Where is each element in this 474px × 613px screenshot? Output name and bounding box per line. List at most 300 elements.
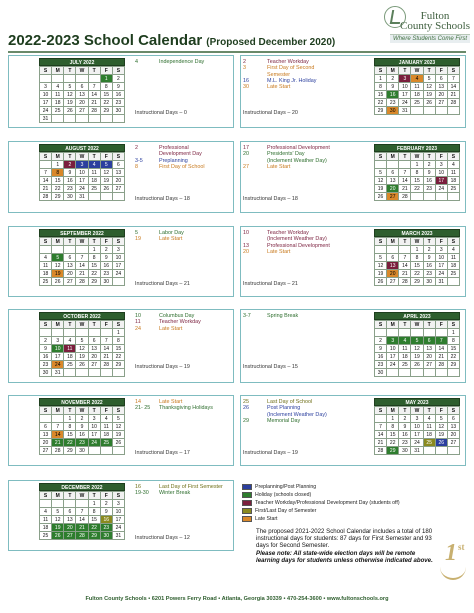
event-text: Development Day [159,151,202,158]
day-header: S [375,321,387,329]
calendar-day: 31 [399,107,411,115]
calendar-day: 5 [375,169,387,177]
event-date: 3-5 [135,157,143,164]
calendar-day: 29 [101,107,113,115]
calendar-day: 11 [64,345,76,353]
calendar-day: 5 [113,415,125,423]
day-header: T [64,67,76,75]
calendar-day [387,246,399,254]
event-list [135,484,223,497]
calendar-grid [374,66,460,115]
calendar-day [387,369,399,377]
calendar-day: 14 [448,83,460,91]
calendar-day: 6 [76,83,88,91]
calendar-day [101,329,113,337]
calendar-day: 14 [375,431,387,439]
calendar-day: 8 [411,169,423,177]
calendar-day: 3 [387,337,399,345]
day-header: W [76,67,88,75]
calendar-day: 15 [52,177,64,185]
day-header: S [40,238,52,246]
day-header: F [436,67,448,75]
calendar-day: 31 [411,447,423,455]
calendar-day: 19 [76,353,88,361]
event-text: Independence Day [159,59,205,65]
calendar-day: 20 [76,99,88,107]
event-date: 2 [135,145,138,151]
calendar-day: 6 [436,75,448,83]
day-header: M [52,153,64,161]
event-item [135,490,223,496]
calendar-day: 24 [113,524,125,532]
event-date: 29 [243,417,249,424]
day-header: M [52,407,64,415]
calendar-day [40,161,52,169]
mini-calendar [374,229,460,286]
calendar-day: 18 [424,431,436,439]
day-header: S [113,238,125,246]
calendar-day: 26 [76,361,88,369]
calendar-day: 5 [52,508,64,516]
calendar-day: 1 [101,75,113,83]
event-item [135,59,204,65]
calendar-day: 10 [113,508,125,516]
calendar-day: 16 [424,177,436,185]
calendar-day: 24 [436,185,448,193]
event-text: Professional [159,145,189,151]
day-header: M [387,321,399,329]
calendar-day: 17 [411,431,423,439]
calendar-day [399,329,411,337]
calendar-day: 25 [40,532,52,540]
calendar-day: 27 [436,99,448,107]
day-header: T [424,407,436,415]
calendar-day: 13 [436,83,448,91]
calendar-day: 24 [399,99,411,107]
calendar-day: 15 [113,345,125,353]
legend-swatch [242,492,252,498]
calendar-day: 14 [52,431,64,439]
legend [242,483,466,523]
calendar-day: 13 [76,91,88,99]
legend-label: Preplanning/Post Planning [255,484,317,490]
calendar-day: 22 [64,439,76,447]
calendar-day: 3 [399,75,411,83]
calendar-day [436,329,448,337]
day-header: T [89,153,101,161]
event-text: Late Start [159,399,183,405]
event-item [135,326,201,332]
calendar-day: 21 [101,353,113,361]
calendar-day: 11 [448,169,460,177]
calendar-day: 18 [411,91,423,99]
calendar-day: 21 [76,524,88,532]
calendar-day [424,329,436,337]
logo-line1: Fulton [420,10,450,22]
day-header: F [101,67,113,75]
month-name: AUGUST 2022 [39,144,125,152]
calendar-day: 27 [76,107,88,115]
calendar-day: 29 [89,278,101,286]
event-date: 8 [135,163,138,170]
calendar-day [52,115,64,123]
legend-item [242,491,466,499]
calendar-day: 29 [411,278,423,286]
calendar-day: 30 [113,107,125,115]
day-header: F [436,153,448,161]
legend-item [242,483,466,491]
calendar-day: 24 [89,439,101,447]
calendar-day: 4 [40,254,52,262]
calendar-day: 16 [64,177,76,185]
calendar-day: 2 [101,246,113,254]
calendar-day: 19 [52,270,64,278]
calendar-grid [39,491,125,540]
event-date: 11 [135,319,141,326]
event-item [243,418,327,424]
mini-calendar [39,483,125,540]
calendar-day: 14 [76,262,88,270]
event-text: (Inclement Weather Day) [267,236,327,243]
calendar-day: 20 [89,353,101,361]
calendar-day: 10 [436,254,448,262]
calendar-day: 6 [113,161,125,169]
calendar-day: 11 [40,516,52,524]
calendar-day: 8 [411,254,423,262]
calendar-day: 14 [40,177,52,185]
event-text: Last Day of School [267,399,313,405]
calendar-day: 14 [399,262,411,270]
calendar-day: 19 [424,91,436,99]
calendar-day: 17 [436,262,448,270]
calendar-day: 25 [101,439,113,447]
calendar-day: 21 [375,439,387,447]
title-rule [8,51,466,53]
day-header: T [64,153,76,161]
calendar-day: 23 [424,270,436,278]
month-name: SEPTEMBER 2022 [39,229,125,237]
calendar-day: 18 [399,353,411,361]
calendar-day [40,329,52,337]
day-header: F [436,407,448,415]
calendar-day: 25 [448,270,460,278]
calendar-day [89,369,101,377]
event-date: 10 [135,313,141,319]
calendar-day: 22 [387,439,399,447]
calendar-day [52,75,64,83]
calendar-day [448,447,460,455]
event-text: Late Start [159,325,183,332]
calendar-day: 20 [64,270,76,278]
calendar-day: 12 [76,345,88,353]
calendar-day [52,329,64,337]
calendar-day: 2 [424,161,436,169]
calendar-day: 27 [64,532,76,540]
calendar-day: 21 [448,91,460,99]
calendar-day: 28 [52,447,64,455]
calendar-day [424,447,436,455]
calendar-day: 5 [52,254,64,262]
day-header: S [448,153,460,161]
day-header: T [424,321,436,329]
calendar-day: 13 [113,169,125,177]
calendar-day: 2 [375,337,387,345]
event-item [135,164,205,170]
calendar-day: 17 [399,91,411,99]
calendar-day [101,193,113,201]
calendar-day: 18 [40,524,52,532]
calendar-day: 13 [387,177,399,185]
calendar-day: 31 [113,532,125,540]
calendar-day: 10 [52,345,64,353]
calendar-day: 21 [399,270,411,278]
calendar-day: 14 [436,345,448,353]
legend-swatch [242,500,252,506]
event-date: 16 [243,77,249,84]
calendar-day: 19 [411,353,423,361]
calendar-day: 21 [399,185,411,193]
note-text: The proposed 2021-2022 School Calendar includes a total of 180 instructional days for students: 87 days for First Semester and 93 days for Second Semester. [256,528,433,550]
calendar-day: 4 [448,246,460,254]
calendar-day: 13 [64,516,76,524]
event-date: 27 [243,163,249,170]
calendar-day: 13 [387,262,399,270]
day-header: T [89,321,101,329]
calendar-day [424,369,436,377]
day-header: F [101,492,113,500]
calendar-day: 11 [40,262,52,270]
mini-calendar [39,398,125,455]
day-header: M [52,492,64,500]
calendar-day: 9 [76,423,88,431]
calendar-day: 22 [101,99,113,107]
day-header: F [101,153,113,161]
calendar-day [448,107,460,115]
day-header: M [387,238,399,246]
day-header: W [76,238,88,246]
calendar-day [448,278,460,286]
legend-swatch [242,484,252,490]
calendar-day [64,329,76,337]
calendar-day: 4 [89,161,101,169]
calendar-day [113,447,125,455]
calendar-day: 28 [448,99,460,107]
day-header: F [436,321,448,329]
calendar-day: 2 [64,161,76,169]
event-text: M.L. King Jr. Holiday [267,77,317,84]
calendar-day: 4 [411,75,423,83]
calendar-day: 24 [436,270,448,278]
calendar-day: 24 [40,107,52,115]
calendar-day: 5 [375,254,387,262]
calendar-day: 18 [52,99,64,107]
event-date: 19 [135,236,141,243]
day-header: M [52,238,64,246]
calendar-day: 17 [76,177,88,185]
instructional-days: Instructional Days – 19 [135,364,190,370]
day-header: M [52,321,64,329]
calendar-day: 4 [64,337,76,345]
calendar-day: 25 [64,361,76,369]
calendar-day: 12 [411,345,423,353]
calendar-day: 22 [448,353,460,361]
event-list [243,59,316,90]
calendar-day: 28 [436,361,448,369]
event-date: 4 [135,59,138,65]
month-name: NOVEMBER 2022 [39,398,125,406]
calendar-day: 9 [375,345,387,353]
calendar-day: 27 [387,193,399,201]
calendar-day: 17 [436,177,448,185]
calendar-grid [374,406,460,455]
day-header: M [387,153,399,161]
calendar-day: 20 [113,177,125,185]
calendar-day: 23 [424,185,436,193]
calendar-day [424,193,436,201]
calendar-day: 22 [52,185,64,193]
calendar-day: 26 [113,439,125,447]
calendar-day: 12 [113,423,125,431]
event-text: Preplanning [159,157,188,164]
event-item [243,313,298,319]
calendar-day: 1 [411,246,423,254]
calendar-day: 14 [101,345,113,353]
calendar-day: 30 [375,369,387,377]
calendar-day [64,500,76,508]
calendar-day: 2 [387,75,399,83]
calendar-day: 11 [424,423,436,431]
calendar-day: 30 [101,532,113,540]
calendar-day [64,246,76,254]
day-header: T [89,407,101,415]
calendar-day [448,369,460,377]
legend-label: Teacher Workday/Professional Development Day (students off) [255,500,400,506]
calendar-day [101,115,113,123]
event-date: 10 [243,230,249,236]
calendar-day: 6 [64,254,76,262]
day-header: T [89,238,101,246]
calendar-day: 25 [40,278,52,286]
day-header: T [399,238,411,246]
calendar-day [375,415,387,423]
first-badge [440,540,468,584]
calendar-day: 1 [411,161,423,169]
calendar-day: 1 [89,500,101,508]
event-text: Spring Break [267,313,299,319]
mini-calendar [374,58,460,115]
calendar-day: 9 [424,254,436,262]
day-header: T [424,67,436,75]
calendar-day: 1 [448,329,460,337]
calendar-day: 9 [399,423,411,431]
calendar-day [399,161,411,169]
event-date: 16 [135,484,141,490]
day-header: W [76,321,88,329]
calendar-day: 21 [89,99,101,107]
day-header: F [436,238,448,246]
instructional-days: Instructional Days – 17 [135,450,190,456]
calendar-day: 7 [76,508,88,516]
calendar-day: 15 [411,177,423,185]
logo-line2: County Schools [400,20,470,32]
day-header: W [76,153,88,161]
calendar-day: 26 [375,278,387,286]
calendar-day: 24 [76,185,88,193]
calendar-day: 23 [76,439,88,447]
calendar-day: 15 [101,91,113,99]
calendar-day: 18 [64,353,76,361]
calendar-day: 7 [76,254,88,262]
calendar-day [375,161,387,169]
legend-item [242,499,466,507]
calendar-day: 11 [52,91,64,99]
title-main: 2022-2023 School Calendar [8,32,203,49]
calendar-day: 21 [52,439,64,447]
event-text: Columbus Day [159,313,195,319]
calendar-day: 2 [399,415,411,423]
calendar-day: 12 [375,262,387,270]
day-header: S [40,407,52,415]
calendar-day: 25 [411,99,423,107]
event-list [135,313,201,332]
calendar-day: 28 [101,361,113,369]
calendar-day: 24 [113,270,125,278]
day-header: W [76,407,88,415]
day-header: W [411,238,423,246]
legend-item [242,515,466,523]
calendar-day: 21 [436,353,448,361]
calendar-day: 7 [101,337,113,345]
calendar-day: 5 [101,161,113,169]
calendar-day: 27 [40,447,52,455]
calendar-day: 23 [40,361,52,369]
calendar-grid [39,66,125,123]
calendar-day: 14 [399,177,411,185]
calendar-day [411,193,423,201]
calendar-day [40,75,52,83]
calendar-day: 4 [424,415,436,423]
calendar-day: 3 [76,161,88,169]
calendar-day: 29 [375,107,387,115]
calendar-day: 4 [40,508,52,516]
calendar-day: 17 [387,353,399,361]
calendar-day: 15 [448,345,460,353]
event-text: Winter Break [159,490,191,497]
event-text: Late Start [267,84,291,91]
calendar-day: 10 [40,91,52,99]
event-list [243,145,330,170]
calendar-day: 30 [40,369,52,377]
calendar-day: 7 [399,169,411,177]
calendar-day: 25 [399,361,411,369]
day-header: W [411,153,423,161]
calendar-day: 8 [64,423,76,431]
day-header: S [40,492,52,500]
calendar-day [64,369,76,377]
event-text: Professional Development [267,145,330,151]
calendar-day: 29 [448,361,460,369]
calendar-day: 10 [411,423,423,431]
calendar-day: 30 [64,193,76,201]
calendar-day [89,193,101,201]
calendar-day [76,500,88,508]
calendar-day: 20 [387,270,399,278]
calendar-day: 6 [387,254,399,262]
calendar-day: 18 [448,262,460,270]
day-header: T [399,407,411,415]
calendar-day: 7 [40,169,52,177]
day-header: T [399,321,411,329]
